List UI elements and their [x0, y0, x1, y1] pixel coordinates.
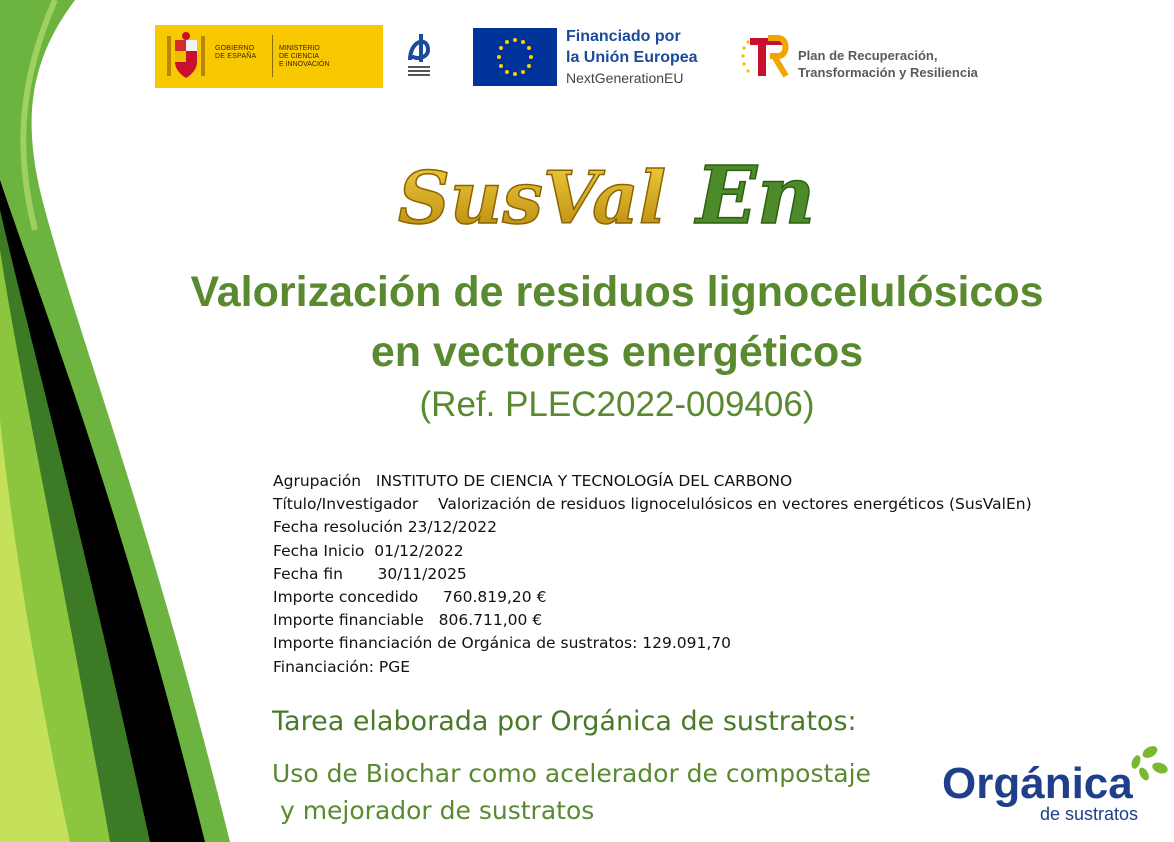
brand-subtitle: de sustratos: [1039, 804, 1138, 824]
project-reference: (Ref. PLEC2022-009406): [419, 385, 815, 424]
gov-line2: DE ESPAÑA: [215, 53, 257, 60]
detail-row: Importe concedido 760.819,20 €: [273, 588, 547, 607]
coat-of-arms-icon: [165, 32, 207, 81]
detail-row: Título/Investigador Valorización de residuos lignocelulósicos en vectores energéticos (SusValEn): [273, 495, 1032, 514]
ministry-line3: E INNOVACIÓN: [279, 61, 330, 68]
divider: [272, 35, 273, 77]
susvalen-logo: [388, 128, 838, 248]
leaf-icon: [1130, 744, 1169, 782]
eu-line1: Financiado por: [566, 28, 681, 45]
eu-flag-icon: [473, 28, 557, 86]
detail-row: Importe financiable 806.711,00 €: [273, 611, 543, 630]
eu-line2: la Unión Europea: [566, 49, 698, 66]
aei-logo: [402, 30, 436, 82]
gov-line1: GOBIERNO: [215, 45, 255, 52]
title-line1: Valorización de residuos lignocelulósicos: [190, 268, 1044, 316]
detail-row: Agrupación INSTITUTO DE CIENCIA Y TECNOLOGÍA DEL CARBONO: [273, 472, 793, 490]
ministry-line1: MINISTERIO: [279, 45, 320, 52]
logo-text-sus: SusVal: [398, 155, 667, 240]
eu-funding-text: [566, 26, 698, 88]
organica-logo: [940, 740, 1170, 830]
brand-name: Orgánica: [942, 759, 1133, 808]
gov-text: [215, 45, 256, 61]
task-desc-line1: Uso de Biochar como acelerador de compostaje: [272, 759, 871, 788]
ministry-line2: DE CIENCIA: [279, 53, 320, 60]
prtr-logo-icon: [740, 34, 792, 80]
logo-text-en: En: [696, 148, 816, 242]
title-line2: en vectores energéticos: [370, 328, 864, 376]
ministry-text: [279, 45, 329, 69]
detail-row: Importe financiación de Orgánica de sustratos: 129.091,70: [273, 634, 731, 653]
detail-row: Fecha resolución 23/12/2022: [273, 518, 498, 537]
task-title: Tarea elaborada por Orgánica de sustratos:: [272, 706, 857, 737]
detail-row: Fecha fin 30/11/2025: [273, 564, 467, 583]
task-description: [272, 755, 871, 829]
project-title: [0, 262, 1174, 382]
task-desc-line2: y mejorador de sustratos: [272, 796, 595, 825]
detail-row: Fecha Inicio 01/12/2022: [273, 541, 464, 560]
prtr-text: [798, 47, 978, 81]
gobierno-espana-logo: [155, 25, 383, 88]
eu-line3: NextGenerationEU: [566, 70, 684, 86]
project-details: [273, 470, 1032, 679]
prtr-line2: Transformación y Resiliencia: [798, 65, 978, 80]
prtr-line1: Plan de Recuperación,: [798, 48, 938, 63]
detail-row: Financiación: PGE: [273, 657, 411, 676]
